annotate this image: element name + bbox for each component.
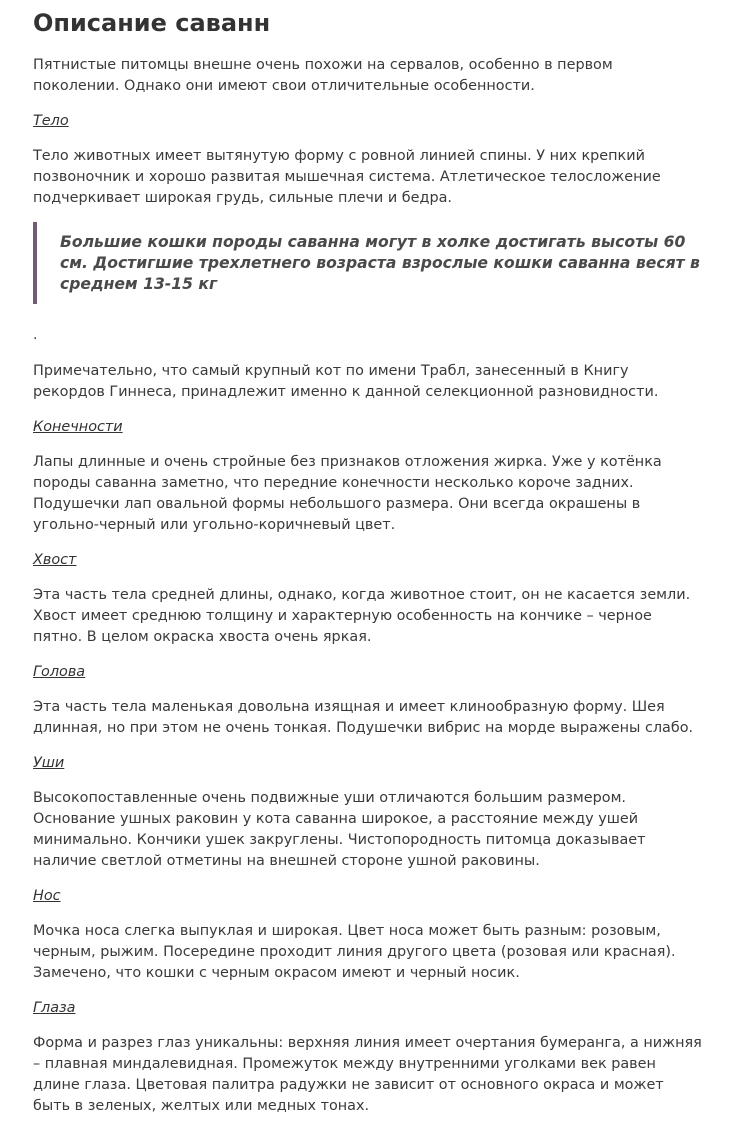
- heading-ears: Уши: [33, 755, 65, 771]
- tail-paragraph: Эта часть тела средней длины, однако, когда животное стоит, он не касается земли. Хвост имеет среднюю толщину и характерную особенность на кончике – черное пятно. В целом окраска хвоста очень яркая.: [33, 587, 691, 645]
- quote-text: Большие кошки породы саванна могут в холке достигать высоты 60 см. Достигшие трехлетнего возраста взрослые кошки саванна весят в среднем 13-15 кг: [60, 233, 700, 293]
- stray-dot: .: [33, 327, 38, 343]
- page-title: Описание саванн: [33, 9, 271, 37]
- head-paragraph: Эта часть тела маленькая довольна изящная и имеет клинообразную форму. Шея длинная, но при этом не очень тонкая. Подушечки вибрис на морде выражены слабо.: [33, 699, 694, 736]
- heading-tail: Хвост: [33, 552, 77, 568]
- heading-body: Тело: [33, 113, 69, 129]
- body-paragraph: Тело животных имеет вытянутую форму с ровной линией спины. У них крепкий позвоночник и хорошо развитая мышечная система. Атлетическое телосложение подчеркивает широкая грудь, сильные плечи и бедра.: [33, 148, 661, 206]
- heading-limbs: Конечности: [33, 419, 123, 435]
- limbs-paragraph: Лапы длинные и очень стройные без признаков отложения жирка. Уже у котёнка породы саванна заметно, что передние конечности несколько короче задних. Подушечки лап овальной формы небольшого размера. Они всегда окрашены в угольно-черный или угольно-коричневый цвет.: [33, 454, 662, 533]
- eyes-paragraph: Форма и разрез глаз уникальны: верхняя линия имеет очертания бумеранга, а нижняя – плавная миндалевидная. Промежуток между внутренними уголками век равен длине глаза. Цветовая палитра радужки не зависит от основного окраса и может быть в зеленых, желтых или медных тонах.: [33, 1035, 702, 1114]
- ears-paragraph: Высокопоставленные очень подвижные уши отличаются большим размером. Основание ушных раковин у кота саванна широкое, а расстояние между ушей минимально. Кончики ушек закруглены. Чистопородность питомца доказывает наличие светлой отметины на внешней стороне ушной раковины.: [33, 790, 646, 869]
- heading-head: Голова: [33, 664, 86, 680]
- heading-nose: Нос: [33, 888, 61, 904]
- intro-paragraph: Пятнистые питомцы внешне очень похожи на сервалов, особенно в первом поколении. Однако они имеют свои отличительные особенности.: [33, 57, 613, 94]
- nose-paragraph: Мочка носа слегка выпуклая и широкая. Цвет носа может быть разным: розовым, черным, рыжим. Посередине проходит линия другого цвета (розовая или красная). Замечено, что кошки с черным окрасом имеют и черный носик.: [33, 923, 676, 981]
- heading-eyes: Глаза: [33, 1000, 76, 1016]
- record-paragraph: Примечательно, что самый крупный кот по имени Трабл, занесенный в Книгу рекордов Гиннеса, принадлежит именно к данной селекционной разновидности.: [33, 363, 659, 400]
- blockquote: [33, 222, 705, 304]
